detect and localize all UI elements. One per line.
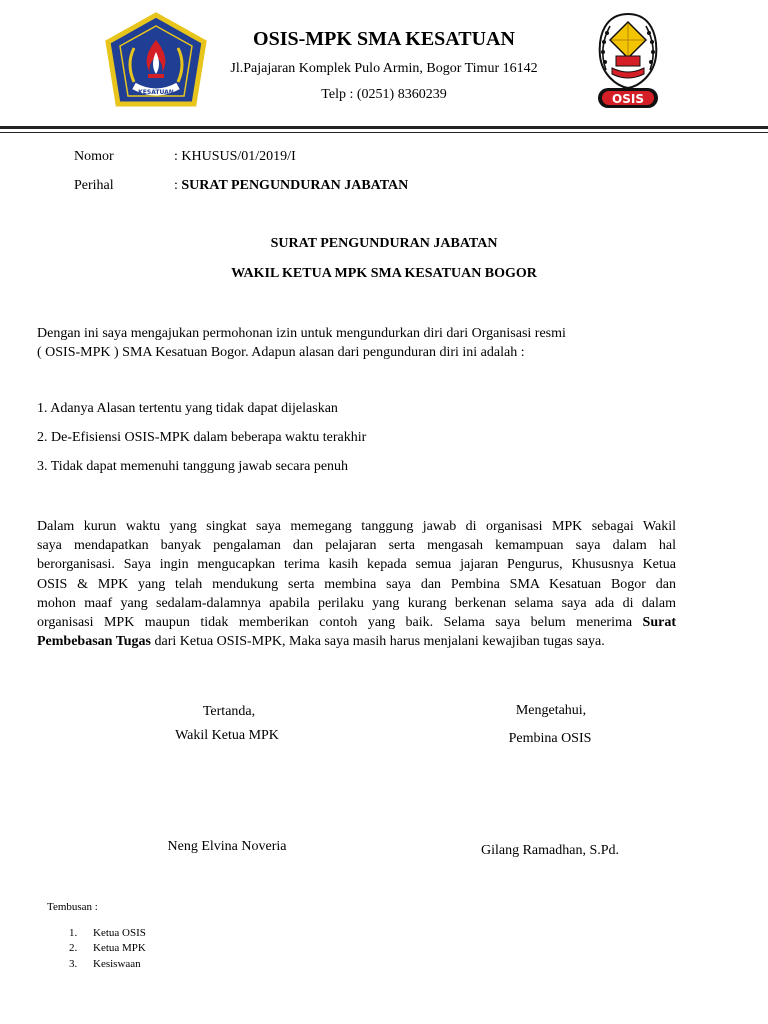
perihal-text: SURAT PENGUNDURAN JABATAN <box>181 178 409 193</box>
body-paragraph <box>37 517 676 651</box>
tembusan-text: Ketua MPK <box>93 942 146 954</box>
surat-bold: Surat <box>642 615 676 631</box>
pembebasan-tugas-bold: Pembebasan Tugas <box>37 634 151 650</box>
tembusan-text: Kesiswaan <box>93 958 141 970</box>
organization-phone: Telp : (0251) 8360239 <box>321 87 447 102</box>
left-sign-name: Neng Elvina Noveria <box>167 839 287 854</box>
right-sign-role: Pembina OSIS <box>508 731 592 746</box>
letter-title: SURAT PENGUNDURAN JABATAN <box>270 236 498 251</box>
reason-item: 2. De-Efisiensi OSIS-MPK dalam beberapa waktu terakhir <box>37 430 367 445</box>
body-line <box>37 632 676 651</box>
body-line-text: dari Ketua OSIS-MPK, Maka saya masih harus menjalani kewajiban tugas saya. <box>150 634 605 650</box>
nomor-label: Nomor <box>74 149 114 164</box>
perihal-value <box>174 178 408 194</box>
intro-line: Dengan ini saya mengajukan permohonan izin untuk mengundurkan diri dari Organisasi resmi <box>37 326 566 341</box>
intro-paragraph <box>37 324 676 362</box>
body-line-text: organisasi MPK maupun tidak memberikan contoh yang baik. Selama saya belum menerima <box>37 615 643 631</box>
body-line: mohon maaf yang sedalam-dalamnya apabila perilaku yang kurang berkenan selama saya ada di dalam <box>37 595 676 611</box>
organization-address: Jl.Pajajaran Komplek Pulo Armin, Bogor Timur 16142 <box>230 61 538 76</box>
intro-line: ( OSIS-MPK ) SMA Kesatuan Bogor. Adapun alasan dari pengunduran diri ini adalah : <box>37 345 525 361</box>
tembusan-label: Tembusan : <box>47 901 98 913</box>
nomor-value: : KHUSUS/01/2019/I <box>174 149 296 164</box>
left-sign-greeting: Tertanda, <box>202 704 256 719</box>
right-sign-name: Gilang Ramadhan, S.Pd. <box>480 843 620 858</box>
left-sign-role: Wakil Ketua MPK <box>175 728 279 743</box>
body-line <box>37 613 676 632</box>
left-logo-text: KESATUAN <box>138 89 174 96</box>
tembusan-number: 1. <box>69 927 78 939</box>
reason-item: 1. Adanya Alasan tertentu yang tidak dapat dijelaskan <box>37 401 338 416</box>
tembusan-item <box>69 942 146 954</box>
body-line: saya mendapatkan banyak pengalaman dan pelajaran serta mengasah kemampuan saya dalam hal <box>37 538 676 554</box>
tembusan-item <box>69 958 141 970</box>
tembusan-item <box>69 927 146 939</box>
letter-subtitle: WAKIL KETUA MPK SMA KESATUAN BOGOR <box>231 266 537 281</box>
tembusan-text: Ketua OSIS <box>93 927 146 939</box>
organization-title: OSIS-MPK SMA KESATUAN <box>253 28 515 50</box>
perihal-label: Perihal <box>74 178 114 193</box>
body-line: OSIS & MPK yang telah mendukung serta membina saya dan Pembina SMA Kesatuan Bogor dan <box>37 576 676 592</box>
perihal-colon: : <box>174 178 182 193</box>
reason-item: 3. Tidak dapat memenuhi tanggung jawab secara penuh <box>37 459 349 474</box>
right-sign-greeting: Mengetahui, <box>515 703 587 718</box>
tembusan-number: 3. <box>69 958 78 970</box>
tembusan-number: 2. <box>69 942 78 954</box>
header-divider-thin <box>0 132 768 133</box>
body-line: berorganisasi. Saya ingin mengucapkan terima kasih kepada semua jajaran Pengurus, Khususnya Ketua <box>37 557 676 573</box>
right-logo-text: OSIS <box>612 92 644 106</box>
body-line: Dalam kurun waktu yang singkat saya memegang tanggung jawab di organisasi MPK sebagai Wakil <box>37 519 676 534</box>
header-divider-thick <box>0 126 768 129</box>
